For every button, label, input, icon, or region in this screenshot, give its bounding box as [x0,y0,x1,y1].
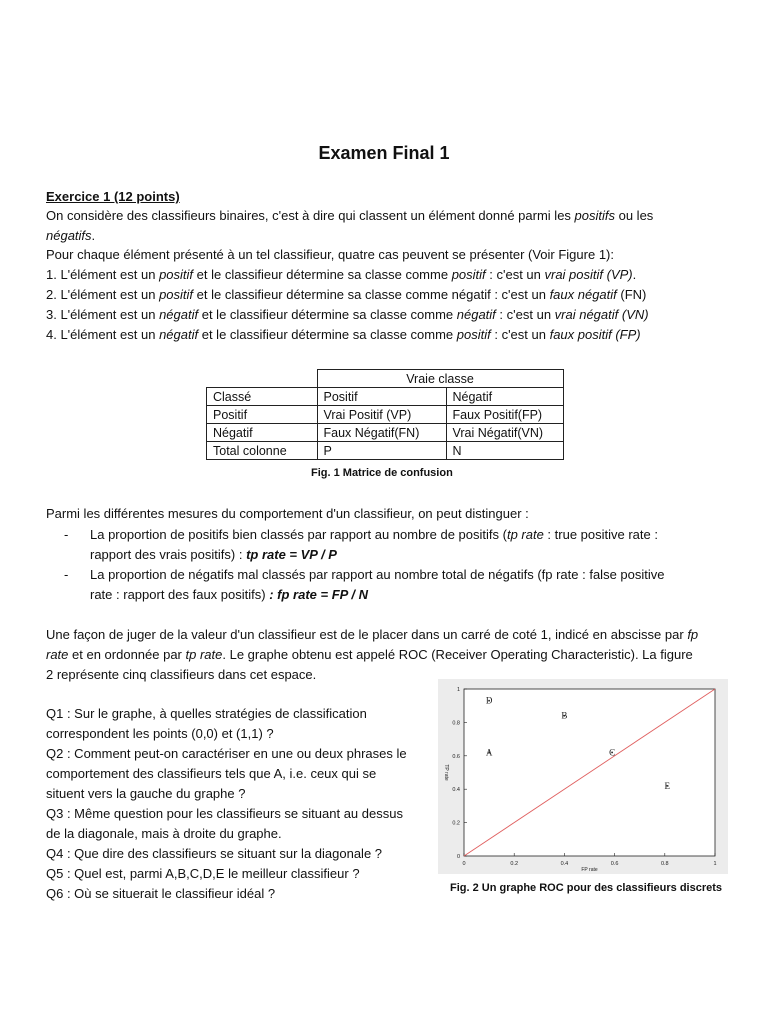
y-tick-label: 0.8 [452,720,460,727]
point-label-b: B [561,710,568,721]
question-line: Q3 : Même question pour les classifieurs se situant au dessus [46,806,403,821]
point-label-d: D [485,695,493,706]
y-tick-label: 0.2 [452,820,460,827]
matrix-cell: Total colonne [207,442,318,460]
roc-paragraph-line: rate et en ordonnée par tp rate. Le graphe obtenu est appelé ROC (Receiver Operating Characteristic). La figure [46,647,693,662]
y-tick-label: 1 [456,687,460,693]
exercise-heading: Exercice 1 (12 points) [46,189,180,204]
intro-line-1: On considère des classifieurs binaires, c'est à dire qui classent un élément donné parmi les positifs ou les [46,208,654,223]
bullet-line: La proportion de négatifs mal classés par rapport au nombre total de négatifs (fp rate : false positive [90,567,665,582]
question-line: Q5 : Quel est, parmi A,B,C,D,E le meilleur classifieur ? [46,866,360,881]
matrix-cell: Faux Négatif(FN) [317,424,446,442]
matrix-blank-cell [207,370,318,388]
matrix-cell: Négatif [207,424,318,442]
bullet-dash: - [64,567,69,582]
fig1-caption: Fig. 1 Matrice de confusion [311,467,453,479]
measures-intro: Parmi les différentes mesures du comportement d'un classifieur, on peut distinguer : [46,506,529,521]
question-line: Q1 : Sur le graphe, à quelles stratégies de classification [46,706,367,721]
matrix-cell: Faux Positif(FP) [446,406,563,424]
question-line: Q4 : Que dire des classifieurs se situant sur la diagonale ? [46,846,383,861]
y-tick-label: 0.4 [452,787,460,794]
x-tick-label: 0 [462,861,466,867]
point-label-e: E [664,780,671,791]
bullet-fp-rate [64,565,744,605]
bullet-line: rate : rapport des faux positifs) : fp rate = FP / N [90,587,369,602]
matrix-cell: N [446,442,563,460]
matrix-cell: Classé [207,388,318,406]
x-tick-label: 0.8 [660,861,669,867]
question-line: Q6 : Où se situerait le classifieur idéal ? [46,886,276,901]
matrix-cell: Négatif [446,388,563,406]
roc-paragraph-line: 2 représente cinq classifieurs dans cet espace. [46,667,317,682]
case-item: 1. L'élément est un positif et le classifieur détermine sa classe comme positif : c'est un vrai positif (VP). [46,267,637,282]
point-label-a: A [485,747,493,758]
case-item: 4. L'élément est un négatif et le classifieur détermine sa classe comme positif : c'est un faux positif (FP) [46,327,641,342]
question-line: correspondent les points (0,0) et (1,1) ? [46,726,274,741]
page-title: Examen Final 1 [318,143,450,163]
y-tick-label: 0 [456,854,460,860]
matrix-cell: Vrai Négatif(VN) [446,424,563,442]
y-tick-label: 0.6 [452,753,460,760]
matrix-cell: Positif [317,388,446,406]
x-tick-label: 0.6 [610,861,619,867]
case-item: 2. L'élément est un positif et le classifieur détermine sa classe comme négatif : c'est un faux négatif (FN) [46,287,647,302]
x-tick-label: 0.4 [560,861,569,867]
y-axis-label: TP rate [443,764,449,781]
intro-line-2: négatifs. [46,228,96,243]
confusion-matrix [206,369,564,460]
intro-line-3: Pour chaque élément présenté à un tel classifieur, quatre cas peuvent se présenter (Voir Figure 1): [46,247,614,262]
x-tick-label: 0.2 [510,861,519,867]
point-label-c: C [609,747,616,758]
bullet-tp-rate [64,525,744,565]
roc-paragraph-line: Une façon de juger de la valeur d'un classifieur est de le placer dans un carré de coté 1, indicé en abscisse par fp [46,627,699,642]
matrix-cell: Vrai Positif (VP) [317,406,446,424]
x-axis-label: FP rate [581,867,598,873]
matrix-header: Vraie classe [317,370,563,388]
bullet-line: rapport des vrais positifs) : tp rate = VP / P [90,547,337,562]
question-line: Q2 : Comment peut-on caractériser en une ou deux phrases le [46,746,407,761]
bullet-line: La proportion de positifs bien classés par rapport au nombre de positifs (tp rate : true positive rate : [90,527,658,542]
matrix-cell: Positif [207,406,318,424]
fig2-caption: Fig. 2 Un graphe ROC pour des classifieurs discrets [450,882,723,894]
matrix-cell: P [317,442,446,460]
question-line: de la diagonale, mais à droite du graphe. [46,826,282,841]
x-tick-label: 1 [713,861,717,867]
question-line: comportement des classifieurs tels que A, i.e. ceux qui se [46,766,377,781]
roc-chart [438,679,728,874]
question-line: situent vers la gauche du graphe ? [46,786,246,801]
case-item: 3. L'élément est un négatif et le classifieur détermine sa classe comme négatif : c'est un vrai négatif (VN) [46,307,649,322]
bullet-dash: - [64,527,69,542]
